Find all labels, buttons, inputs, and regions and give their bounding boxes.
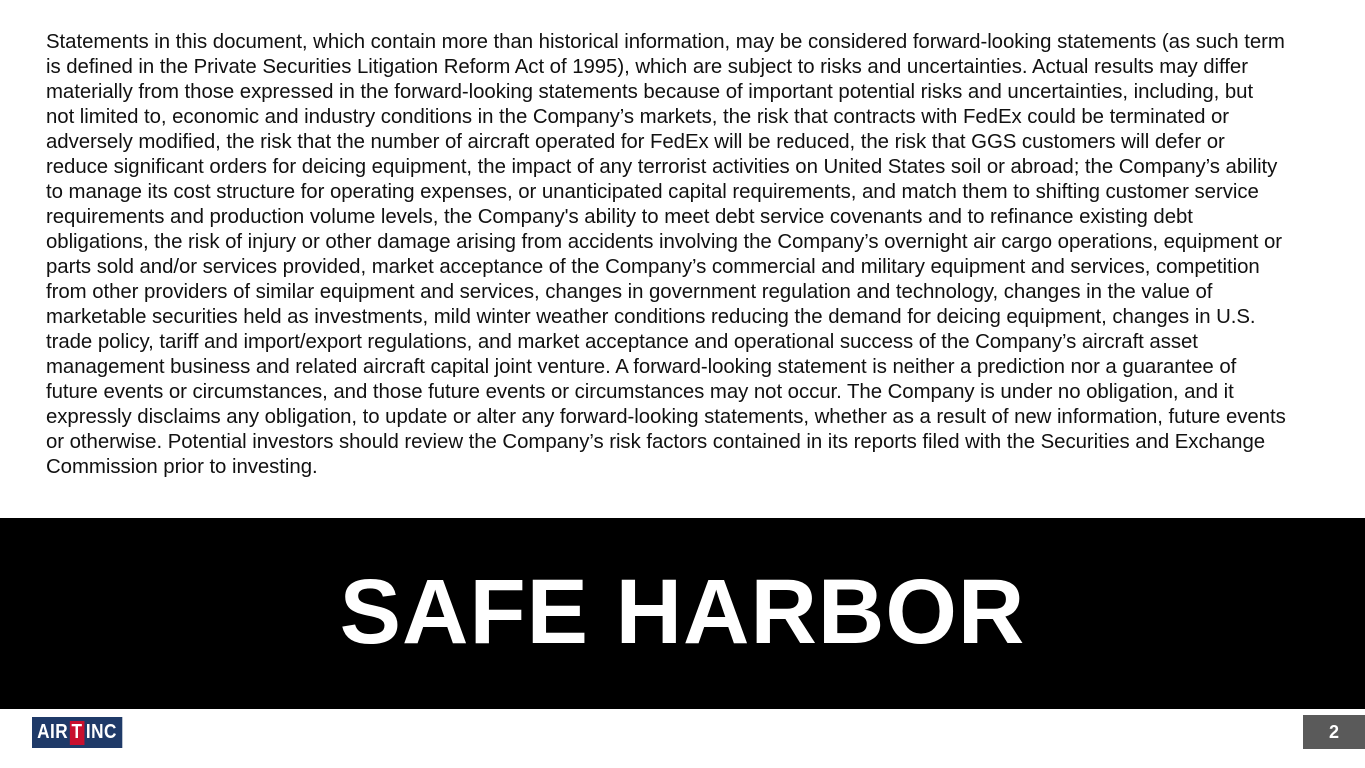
safe-harbor-disclaimer-text: Statements in this document, which contain more than historical information, may be considered forward-looking statements (as such term is defined in the Private Securities Litigation Reform Act of 1995), which are subject to risks and uncertainties. Actual results may differ materially from those expressed in the forward-looking statements because of important potential risks and uncertainties, including, but not limited to, economic and industry conditions in the Company’s markets, the risk that contracts with FedEx could be terminated or adversely modified, the risk that the number of aircraft operated for FedEx will be reduced, the risk that GGS customers will defer or reduce significant orders for deicing equipment, the impact of any terrorist activities on United States soil or abroad; the Company’s ability to manage its cost structure for operating expenses, or unanticipated capital requirements, and match them to shifting customer service requirements and production volume levels, the Company's ability to meet debt service covenants and to refinance existing debt obligations, the risk of injury or other damage arising from accidents involving the Company’s overnight air cargo operations, equipment or parts sold and/or services provided, market acceptance of the Company’s commercial and military equipment and services, competition from other providers of similar equipment and services, changes in government regulation and technology, changes in the value of marketable securities held as investments, mild winter weather conditions reducing the demand for deicing equipment, changes in U.S. trade policy, tariff and import/export regulations, and market acceptance and operational success of the Company’s aircraft asset management business and related aircraft capital joint venture. A forward-looking statement is neither a prediction nor a guarantee of future events or circumstances, and those future events or circumstances may not occur. The Company is under no obligation, and it expressly disclaims any obligation, to update or alter any forward-looking statements, whether as a result of new information, future events or otherwise. Potential investors should review the Company’s risk factors contained in its reports filed with the Securities and Exchange Commission prior to investing.: [46, 31, 1286, 478]
page-number-badge: 2: [1303, 715, 1365, 749]
title-banner: [0, 518, 1365, 709]
logo-text-inc: INC: [85, 721, 117, 743]
slide-title: SAFE HARBOR: [339, 560, 1026, 663]
airt-inc-logo: [32, 717, 122, 748]
logo-text-air: AIR: [37, 721, 69, 743]
logo-text-t: T: [71, 721, 83, 743]
